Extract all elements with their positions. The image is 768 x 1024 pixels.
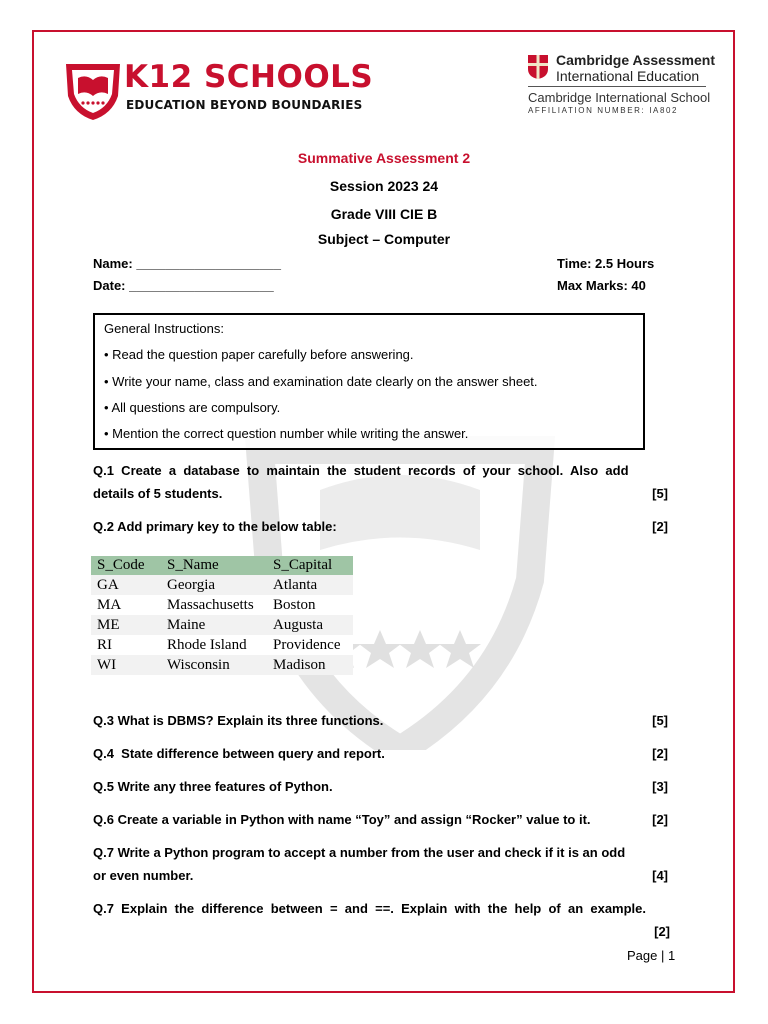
date-field[interactable]: Date: ____________________ xyxy=(93,278,274,293)
table-cell: Massachusetts xyxy=(161,595,267,615)
exam-grade: Grade VIII CIE B xyxy=(330,206,438,222)
name-field[interactable]: Name: ____________________ xyxy=(93,256,281,271)
table-cell: RI xyxy=(91,635,161,655)
table-row xyxy=(91,615,353,635)
question-5-marks: [3] xyxy=(652,779,668,794)
table-cell: Wisconsin xyxy=(161,655,267,675)
table-cell: Providence xyxy=(267,635,353,655)
max-marks: Max Marks: 40 xyxy=(557,278,646,293)
exam-session: Session 2023 24 xyxy=(329,178,439,194)
instruction-item: • Write your name, class and examination date clearly on the answer sheet. xyxy=(104,374,538,389)
question-1-line1: Q.1 Create a database to maintain the student records of your school. Also add xyxy=(93,463,629,478)
question-6-marks: [2] xyxy=(652,812,668,827)
table-cell: Augusta xyxy=(267,615,353,635)
table-cell: Madison xyxy=(267,655,353,675)
states-table xyxy=(91,556,353,675)
table-header-cell: S_Capital xyxy=(267,556,353,575)
instruction-item: • All questions are compulsory. xyxy=(104,400,281,415)
question-3: Q.3 What is DBMS? Explain its three functions. xyxy=(93,713,384,728)
table-cell: Rhode Island xyxy=(161,635,267,655)
cambridge-shield-icon xyxy=(527,54,549,80)
table-cell: Boston xyxy=(267,595,353,615)
question-7-line2: or even number. xyxy=(93,868,194,883)
instruction-item: • Mention the correct question number while writing the answer. xyxy=(104,426,469,441)
table-row xyxy=(91,575,353,595)
table-cell: ME xyxy=(91,615,161,635)
question-1-line2: details of 5 students. xyxy=(93,486,223,501)
cambridge-subtitle: International Education xyxy=(556,68,700,84)
cambridge-divider xyxy=(528,86,706,87)
table-row xyxy=(91,635,353,655)
table-header-cell: S_Code xyxy=(91,556,161,575)
question-2: Q.2 Add primary key to the below table: xyxy=(93,519,337,534)
table-row xyxy=(91,595,353,615)
school-tagline: EDUCATION BEYOND BOUNDARIES xyxy=(126,98,363,112)
question-1-marks: [5] xyxy=(652,486,668,501)
instructions-heading: General Instructions: xyxy=(104,321,224,336)
question-7-marks: [4] xyxy=(652,868,668,883)
school-name: K12 SCHOOLS xyxy=(124,59,374,95)
question-8-marks: [2] xyxy=(654,924,670,939)
question-4: Q.4 State difference between query and report. xyxy=(93,746,385,761)
table-header-cell: S_Name xyxy=(161,556,267,575)
table-cell: WI xyxy=(91,655,161,675)
exam-title: Summative Assessment 2 xyxy=(297,150,471,166)
question-8-line1: Q.7 Explain the difference between = and ==. Explain with the help of an example. xyxy=(93,901,647,916)
exam-time: Time: 2.5 Hours xyxy=(557,256,655,271)
table-cell: Georgia xyxy=(161,575,267,595)
table-cell: Atlanta xyxy=(267,575,353,595)
question-4-marks: [2] xyxy=(652,746,668,761)
question-5: Q.5 Write any three features of Python. xyxy=(93,779,333,794)
question-7-line1: Q.7 Write a Python program to accept a number from the user and check if it is an odd xyxy=(93,845,626,860)
k12-shield-logo-icon xyxy=(62,60,124,122)
table-row xyxy=(91,655,353,675)
instructions-box xyxy=(93,313,645,450)
table-cell: MA xyxy=(91,595,161,615)
table-header-row xyxy=(91,556,353,575)
affiliation-number: AFFILIATION NUMBER: IA802 xyxy=(528,106,679,115)
cambridge-title: Cambridge Assessment xyxy=(556,52,715,68)
question-6: Q.6 Create a variable in Python with name “Toy” and assign “Rocker” value to it. xyxy=(93,812,591,827)
table-cell: GA xyxy=(91,575,161,595)
exam-subject: Subject – Computer xyxy=(317,231,451,247)
instruction-item: • Read the question paper carefully before answering. xyxy=(104,347,414,362)
cambridge-school: Cambridge International School xyxy=(528,90,711,105)
page-number: Page | 1 xyxy=(627,948,676,963)
question-2-marks: [2] xyxy=(652,519,668,534)
table-cell: Maine xyxy=(161,615,267,635)
question-3-marks: [5] xyxy=(652,713,668,728)
